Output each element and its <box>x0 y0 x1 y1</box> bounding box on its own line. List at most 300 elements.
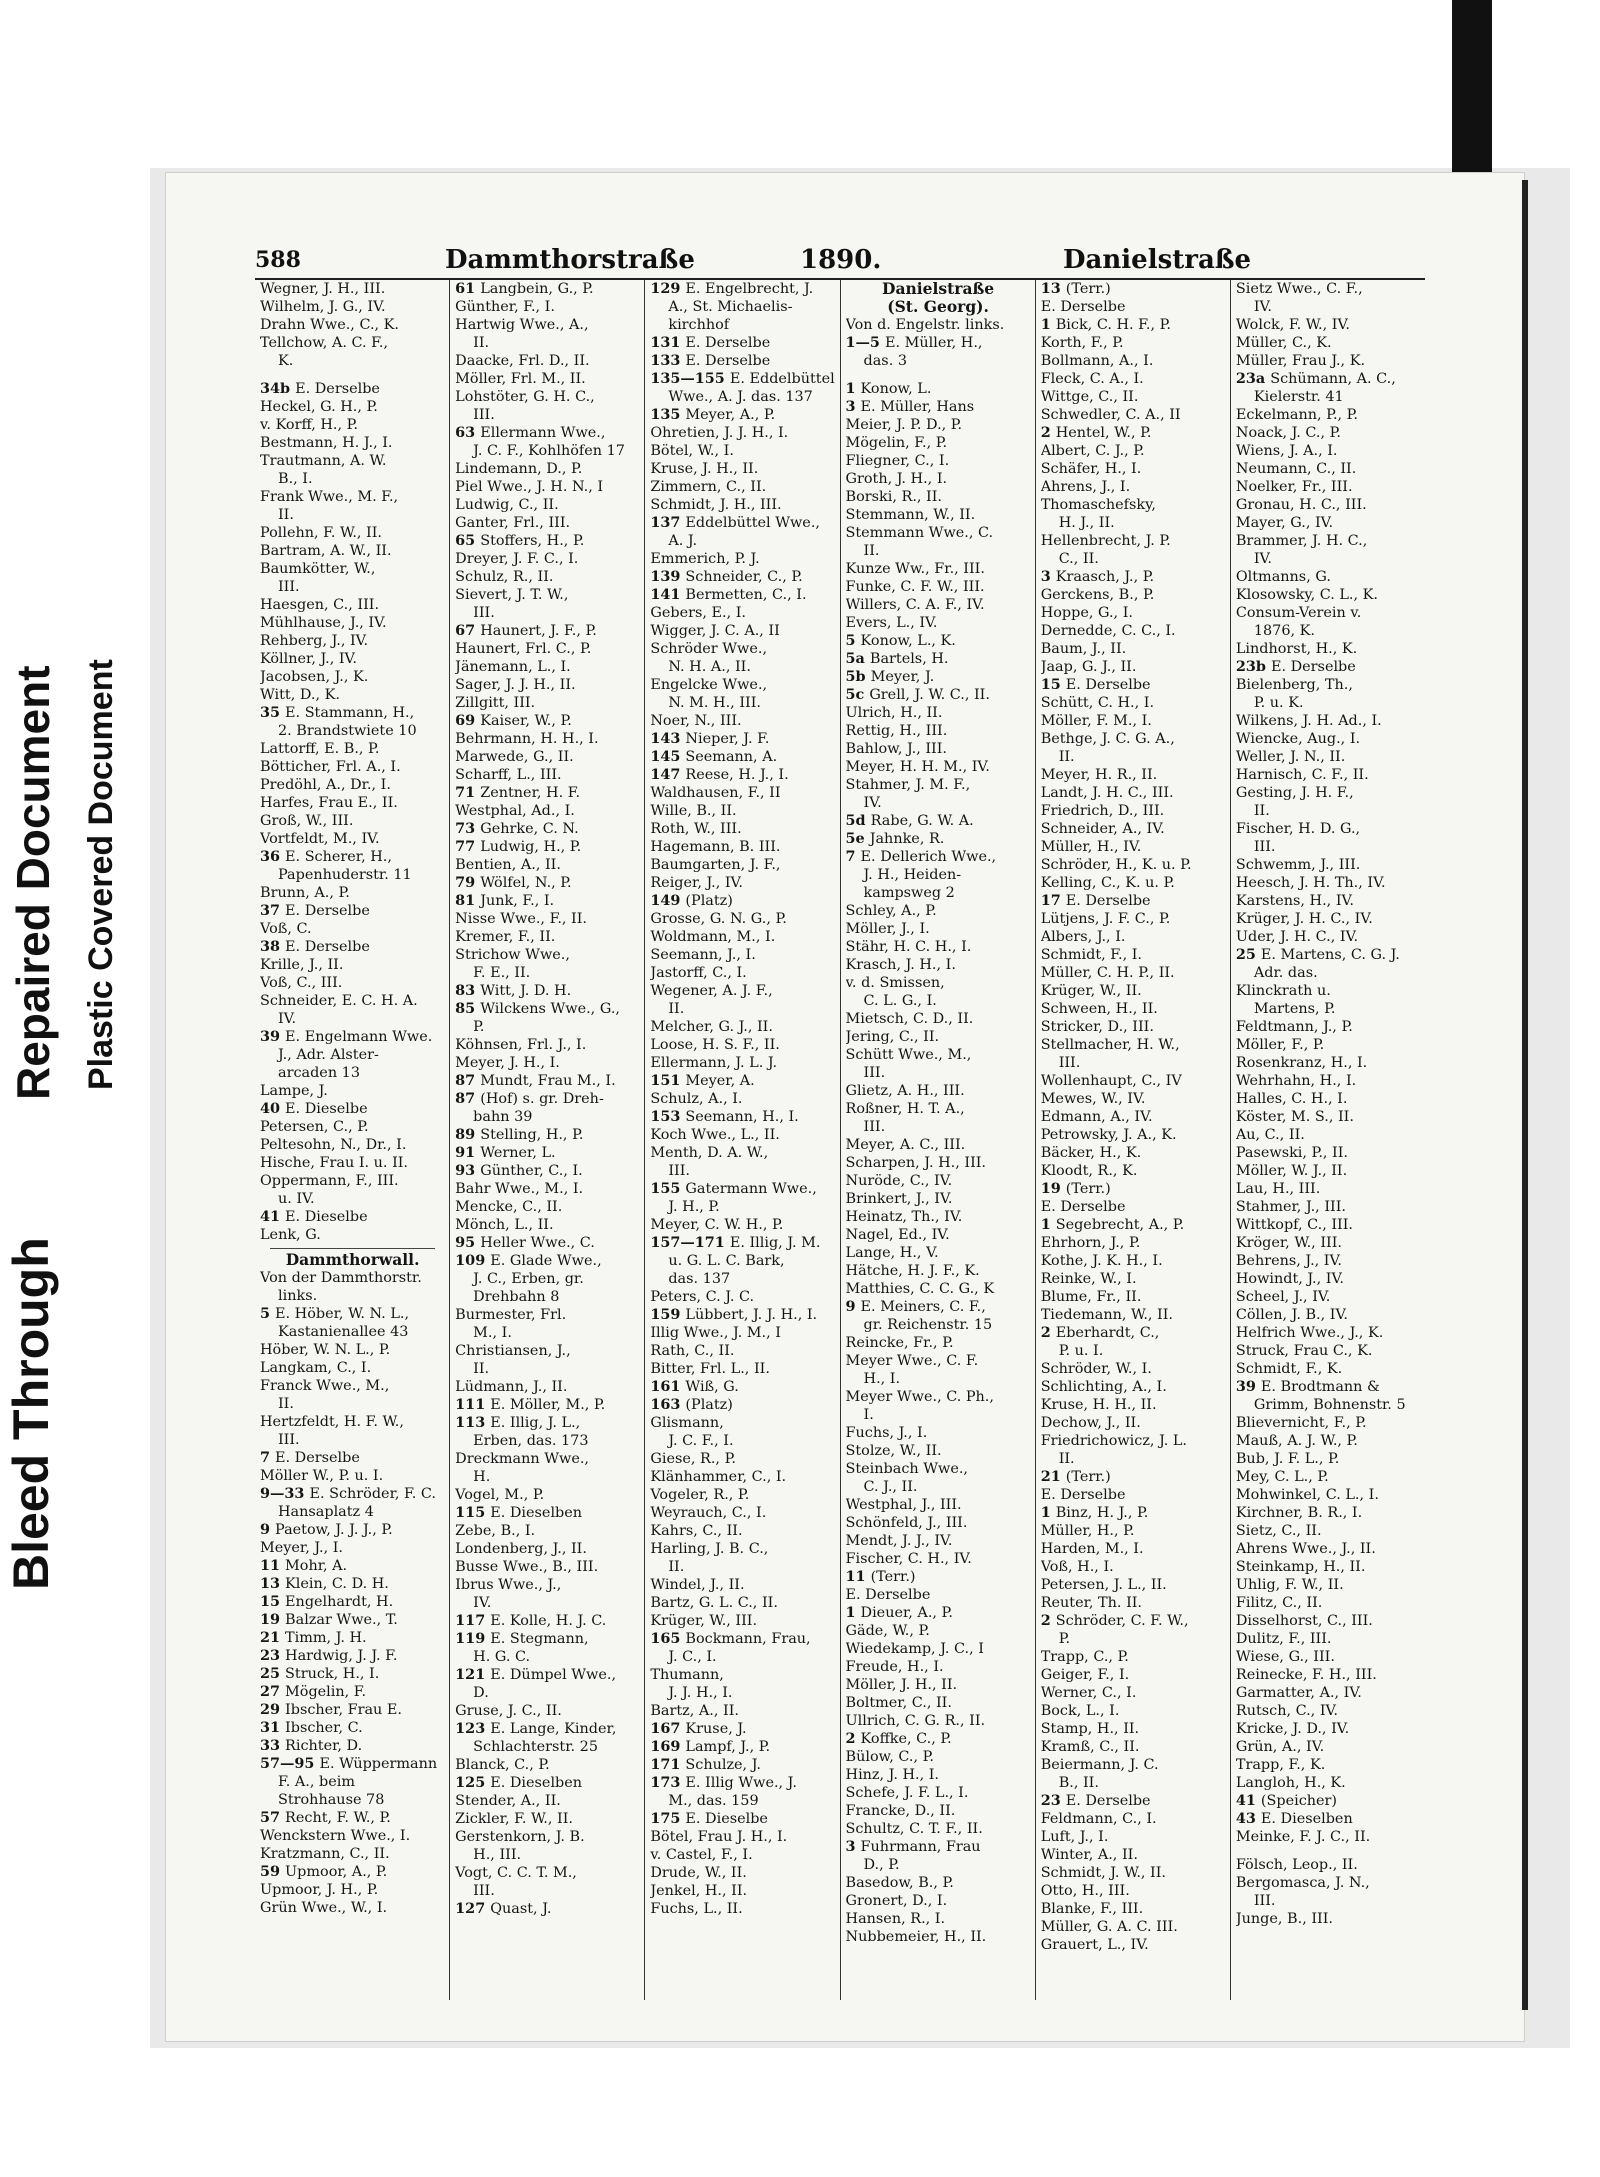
directory-entry <box>1236 1090 1421 1108</box>
resident-text: u. IV. <box>278 1191 315 1207</box>
directory-entry <box>1041 712 1226 730</box>
resident-text: Seemann, A. <box>685 749 778 765</box>
house-number: 33 <box>260 1737 286 1754</box>
directory-entry <box>260 352 445 370</box>
directory-entry <box>455 1612 640 1630</box>
directory-entry <box>455 1000 640 1018</box>
resident-text: Franck Wwe., M., <box>260 1378 390 1394</box>
directory-entry <box>1236 1486 1421 1504</box>
house-number: 1 <box>1040 1504 1056 1521</box>
resident-text: III. <box>1253 1893 1276 1909</box>
resident-text: Ahrens, J., I. <box>1040 479 1131 495</box>
directory-entry <box>1041 1846 1226 1864</box>
directory-entry <box>455 1396 640 1414</box>
house-number: 85 <box>455 1000 481 1017</box>
resident-text: Grauert, L., IV. <box>1040 1937 1149 1953</box>
directory-entry <box>455 298 640 316</box>
resident-text: N. M. H., III. <box>668 695 761 711</box>
house-number: 40 <box>260 1100 286 1117</box>
directory-entry <box>1041 352 1226 370</box>
resident-text: III. <box>278 1432 300 1448</box>
directory-entry <box>1236 820 1421 838</box>
directory-entry <box>1236 1018 1421 1036</box>
directory-entry <box>650 820 835 838</box>
directory-entry <box>1041 1558 1226 1576</box>
resident-text: Brinkert, J., IV. <box>845 1191 953 1207</box>
resident-text: H. <box>473 1469 491 1485</box>
directory-entry <box>650 910 835 928</box>
directory-entry <box>1236 1856 1421 1874</box>
house-number: 23b <box>1235 658 1271 675</box>
resident-text: Bergomasca, J. N., <box>1235 1875 1370 1891</box>
resident-text: Fuhrmann, Frau <box>860 1839 981 1855</box>
resident-text: Harling, J. B. C., <box>650 1541 769 1557</box>
resident-text: 1876, K. <box>1253 623 1315 639</box>
spacer <box>846 370 1031 380</box>
resident-text: Schmidt, F., K. <box>1235 1361 1343 1377</box>
resident-text: Bartz, G. L. C., II. <box>650 1595 778 1611</box>
house-number: 13 <box>1040 280 1066 297</box>
directory-entry <box>1236 928 1421 946</box>
resident-text: Günther, C., I. <box>480 1163 583 1179</box>
column-5 <box>1035 280 1230 2000</box>
resident-text: Krüger, J. H. C., IV. <box>1235 911 1373 927</box>
directory-entry <box>650 1018 835 1036</box>
resident-text: Glietz, A. H., III. <box>845 1083 965 1099</box>
house-number: 5 <box>845 632 861 649</box>
directory-entry <box>1041 1594 1226 1612</box>
resident-text: Ehrhorn, J., P. <box>1040 1235 1141 1251</box>
resident-text: Dreckmann Wwe., <box>455 1451 589 1467</box>
resident-text: Kricke, J. D., IV. <box>1235 1721 1350 1737</box>
resident-text: Schröder, W., I. <box>1040 1361 1152 1377</box>
directory-entry <box>1041 442 1226 460</box>
resident-text: Quast, J. <box>490 1901 552 1917</box>
resident-text: Trautmann, A. W. <box>260 453 387 469</box>
directory-entry <box>260 298 445 316</box>
resident-text: A. J. <box>668 533 698 549</box>
directory-entry <box>1041 946 1226 964</box>
resident-text: Bötel, Frau J. H., I. <box>650 1829 788 1845</box>
resident-text: E. Stammann, H., <box>285 705 415 721</box>
directory-entry <box>1041 820 1226 838</box>
resident-text: Langkam, C., I. <box>260 1360 372 1376</box>
resident-text: J. C., I. <box>668 1649 717 1665</box>
directory-entry <box>260 1395 445 1413</box>
resident-text: Reincke, Fr., P. <box>845 1335 954 1351</box>
resident-text: Klänhammer, C., I. <box>650 1469 787 1485</box>
resident-text: Mögelin, F. <box>285 1684 367 1700</box>
directory-entry <box>455 388 640 406</box>
directory-entry <box>455 1306 640 1324</box>
directory-entry <box>260 1773 445 1791</box>
directory-entry <box>455 1558 640 1576</box>
house-number: 3 <box>845 398 861 415</box>
resident-text: Kahrs, C., II. <box>650 1523 743 1539</box>
resident-text: Mundt, Frau M., I. <box>480 1073 616 1089</box>
resident-text: Mohr, A. <box>285 1558 348 1574</box>
resident-text: Lattorff, E. B., P. <box>260 741 380 757</box>
resident-text: Waldhausen, F., II <box>650 785 781 801</box>
resident-text: Schmidt, F., I. <box>1040 947 1142 963</box>
directory-entry <box>1236 1144 1421 1162</box>
house-number: 19 <box>1040 1180 1066 1197</box>
resident-text: III. <box>473 407 495 423</box>
resident-text: Vogel, M., P. <box>455 1487 545 1503</box>
house-number: 113 <box>455 1414 491 1431</box>
directory-entry <box>650 766 835 784</box>
resident-text: D., P. <box>863 1857 900 1873</box>
directory-entry <box>846 1298 1031 1316</box>
directory-entry <box>1041 1414 1226 1432</box>
directory-entry <box>260 1082 445 1100</box>
house-number: 93 <box>455 1162 481 1179</box>
directory-entry <box>846 632 1031 650</box>
directory-entry <box>455 550 640 568</box>
resident-text: Timm, J. H. <box>285 1630 367 1646</box>
house-number: 135 <box>650 406 686 423</box>
directory-entry <box>1041 280 1226 298</box>
resident-text: E. Dieselbe <box>285 1209 368 1225</box>
resident-text: Burmester, Frl. <box>455 1307 567 1323</box>
resident-text: IV. <box>1253 551 1272 567</box>
resident-text: Schlachterstr. 25 <box>473 1739 598 1755</box>
directory-entry <box>1236 1126 1421 1144</box>
directory-entry <box>650 1450 835 1468</box>
directory-entry <box>846 1622 1031 1640</box>
resident-text: Ibscher, Frau E. <box>285 1702 402 1718</box>
directory-entry <box>846 1838 1031 1856</box>
directory-entry <box>455 496 640 514</box>
resident-text: Meyer, H. R., II. <box>1040 767 1158 783</box>
resident-text: Wilkens, J. H. Ad., I. <box>1235 713 1382 729</box>
resident-text: Funke, C. F. W., III. <box>845 579 985 595</box>
resident-text: Zimmern, C., II. <box>650 479 767 495</box>
resident-text: Londenberg, J., II. <box>455 1541 587 1557</box>
directory-entry <box>1041 1684 1226 1702</box>
directory-entry <box>455 280 640 298</box>
directory-entry <box>455 910 640 928</box>
resident-text: Recht, F. W., P. <box>285 1810 391 1826</box>
resident-text: Dechow, J., II. <box>1040 1415 1141 1431</box>
directory-entry <box>650 532 835 550</box>
resident-text: Winter, A., II. <box>1040 1847 1138 1863</box>
house-number: 19 <box>260 1611 286 1628</box>
directory-entry <box>1041 1252 1226 1270</box>
house-number: 117 <box>455 1612 491 1629</box>
house-number: 2 <box>1040 1324 1056 1341</box>
directory-entry <box>260 1701 445 1719</box>
house-number: 7 <box>260 1449 276 1466</box>
resident-text: bahn 39 <box>473 1109 533 1125</box>
directory-entry <box>260 1377 445 1395</box>
house-number: 155 <box>650 1180 686 1197</box>
directory-entry <box>260 1100 445 1118</box>
resident-text: Kielerstr. 41 <box>1253 389 1344 405</box>
resident-text: Borski, R., II. <box>845 489 942 505</box>
directory-entry <box>1041 1108 1226 1126</box>
resident-text: E. Derselbe <box>275 1450 360 1466</box>
directory-entry <box>1041 1324 1226 1342</box>
directory-entry <box>650 1684 835 1702</box>
resident-text: E. Derselbe <box>845 1587 931 1603</box>
resident-text: Otto, H., III. <box>1040 1883 1130 1899</box>
directory-entry <box>1041 1486 1226 1504</box>
house-number: 149 <box>650 892 686 909</box>
directory-entry <box>846 974 1031 992</box>
directory-entry <box>1236 1702 1421 1720</box>
resident-text: Frank Wwe., M. F., <box>260 489 399 505</box>
resident-text: Heinatz, Th., IV. <box>845 1209 963 1225</box>
house-number: 41 <box>1235 1792 1261 1809</box>
resident-text: IV. <box>863 795 882 811</box>
left-street-title: Dammthorstraße <box>445 245 695 275</box>
resident-text: Grimm, Bohnenstr. 5 <box>1253 1397 1406 1413</box>
resident-text: Sievert, J. T. W., <box>455 587 569 603</box>
directory-entry <box>650 892 835 910</box>
directory-entry <box>1041 1270 1226 1288</box>
directory-entry <box>650 1306 835 1324</box>
directory-entry <box>455 514 640 532</box>
house-number: 9 <box>260 1521 276 1538</box>
resident-text: Müller, Frau J., K. <box>1235 353 1366 369</box>
directory-entry <box>455 748 640 766</box>
resident-text: II. <box>278 1396 294 1412</box>
house-number: 161 <box>650 1378 686 1395</box>
directory-entry <box>650 1630 835 1648</box>
resident-text: Klosowsky, C. L., K. <box>1235 587 1378 603</box>
directory-entry <box>1236 550 1421 568</box>
directory-entry <box>260 1305 445 1323</box>
house-number: 115 <box>455 1504 491 1521</box>
house-number: 41 <box>260 1208 286 1225</box>
resident-text: Bülow, C., P. <box>845 1749 934 1765</box>
directory-entry <box>1236 1522 1421 1540</box>
directory-entry <box>650 694 835 712</box>
directory-entry <box>260 740 445 758</box>
directory-entry <box>1236 424 1421 442</box>
directory-entry <box>260 1755 445 1773</box>
resident-text: Schütt Wwe., M., <box>845 1047 972 1063</box>
directory-entry <box>650 1702 835 1720</box>
house-number: 9 <box>845 1298 861 1315</box>
house-number: 2 <box>1040 424 1056 441</box>
resident-text: Struck, H., I. <box>285 1666 380 1682</box>
resident-text: Meyer Wwe., C. Ph., <box>845 1389 994 1405</box>
resident-text: E. Derselbe <box>1040 1487 1126 1503</box>
directory-entry <box>1236 1450 1421 1468</box>
resident-text: links. <box>278 1288 318 1304</box>
directory-entry <box>650 370 835 388</box>
resident-text: E. Illig, J. L., <box>490 1415 581 1431</box>
resident-text: B., II. <box>1058 1775 1099 1791</box>
directory-entry <box>650 1000 835 1018</box>
directory-entry <box>650 406 835 424</box>
directory-entry <box>1236 1468 1421 1486</box>
directory-entry <box>650 1072 835 1090</box>
directory-entry <box>455 478 640 496</box>
resident-text: Rutsch, C., IV. <box>1235 1703 1338 1719</box>
resident-text: Brammer, J. H. C., <box>1235 533 1368 549</box>
column-1 <box>255 280 449 2000</box>
resident-text: Martens, P. <box>1253 1001 1336 1017</box>
resident-text: Bitter, Frl. L., II. <box>650 1361 770 1377</box>
resident-text: J. C. F., Kohlhöfen 17 <box>473 443 625 459</box>
resident-text: Petersen, J. L., II. <box>1040 1577 1167 1593</box>
resident-text: Hische, Frau I. u. II. <box>260 1155 409 1171</box>
directory-entry <box>455 1666 640 1684</box>
directory-entry <box>455 1828 640 1846</box>
directory-entry <box>1236 496 1421 514</box>
resident-text: Wiß, G. <box>685 1379 739 1395</box>
directory-entry <box>1236 1576 1421 1594</box>
house-number: 5a <box>845 650 870 667</box>
directory-entry <box>1041 550 1226 568</box>
house-number: 5e <box>845 830 870 847</box>
directory-entry <box>846 1748 1031 1766</box>
resident-text: Peltesohn, N., Dr., I. <box>260 1137 407 1153</box>
directory-entry <box>260 956 445 974</box>
directory-entry <box>260 974 445 992</box>
directory-entry <box>455 1198 640 1216</box>
directory-entry <box>455 892 640 910</box>
directory-entry <box>846 1892 1031 1910</box>
directory-entry <box>260 830 445 848</box>
directory-entry <box>846 1334 1031 1352</box>
directory-entry <box>455 766 640 784</box>
directory-entry <box>455 1234 640 1252</box>
resident-text: E. Lange, Kinder, <box>490 1721 617 1737</box>
resident-text: III. <box>668 1163 690 1179</box>
resident-text: J. H., P. <box>668 1199 720 1215</box>
directory-entry <box>650 1036 835 1054</box>
directory-entry <box>846 1424 1031 1442</box>
resident-text: Willers, C. A. F., IV. <box>845 597 985 613</box>
resident-text: Möller, J. H., II. <box>845 1677 958 1693</box>
directory-entry <box>1041 316 1226 334</box>
directory-entry <box>1236 1324 1421 1342</box>
resident-text: Wollenhaupt, C., IV <box>1040 1073 1182 1089</box>
directory-entry <box>1236 1810 1421 1828</box>
resident-text: Papenhuderstr. 11 <box>278 867 412 883</box>
resident-text: Krüger, W., III. <box>650 1613 758 1629</box>
directory-entry <box>650 604 835 622</box>
resident-text: Hardwig, J. J. F. <box>285 1648 398 1664</box>
directory-entry <box>1041 1900 1226 1918</box>
directory-entry <box>455 1072 640 1090</box>
directory-entry <box>1236 838 1421 856</box>
directory-entry <box>1041 874 1226 892</box>
resident-text: Stemmann, W., II. <box>845 507 976 523</box>
resident-text: E. Stegmann, <box>490 1631 589 1647</box>
resident-text: Ludwig, H., P. <box>480 839 582 855</box>
directory-entry <box>1236 604 1421 622</box>
house-number: 157—171 <box>650 1234 730 1251</box>
resident-text: E. Schröder, F. C. <box>309 1486 436 1502</box>
house-number: 1 <box>1040 1216 1056 1233</box>
directory-entry <box>1041 1216 1226 1234</box>
directory-entry <box>260 920 445 938</box>
directory-entry <box>1041 1000 1226 1018</box>
resident-text: E. Dieselben <box>490 1775 583 1791</box>
directory-entry <box>1236 964 1421 982</box>
directory-entry <box>650 478 835 496</box>
house-number: 91 <box>455 1144 481 1161</box>
resident-text: Feldtmann, J., P. <box>1235 1019 1353 1035</box>
resident-text: III. <box>863 1065 886 1081</box>
resident-text: Roth, W., III. <box>650 821 742 837</box>
resident-text: Lindemann, D., P. <box>455 461 583 477</box>
resident-text: Voß, H., I. <box>1040 1559 1114 1575</box>
label-bleed-through: Bleed Through <box>3 1237 59 1590</box>
directory-entry <box>650 640 835 658</box>
directory-entry <box>455 1738 640 1756</box>
resident-text: E. Glade Wwe., <box>490 1253 602 1269</box>
directory-entry <box>650 388 835 406</box>
directory-entry <box>260 1413 445 1431</box>
directory-entry <box>846 1694 1031 1712</box>
resident-text: Fliegner, C., I. <box>845 453 950 469</box>
directory-entry <box>846 866 1031 884</box>
house-number: 23 <box>260 1647 286 1664</box>
house-number: 1 <box>1040 316 1056 333</box>
directory-entry <box>455 856 640 874</box>
house-number: 153 <box>650 1108 686 1125</box>
resident-text: Bock, L., I. <box>1040 1703 1120 1719</box>
directory-entry <box>260 578 445 596</box>
resident-text: Meyer, J. H., I. <box>455 1055 560 1071</box>
resident-text: Gerstenkorn, J. B. <box>455 1829 585 1845</box>
directory-entry <box>650 298 835 316</box>
resident-text: Bahlow, J., III. <box>845 741 947 757</box>
resident-text: Mewes, W., IV. <box>1040 1091 1146 1107</box>
resident-text: C. J., II. <box>863 1479 918 1495</box>
resident-text: v. d. Smissen, <box>845 975 945 991</box>
section-rule <box>270 1248 435 1249</box>
resident-text: Wittge, C., II. <box>1040 389 1139 405</box>
house-number: 159 <box>650 1306 686 1323</box>
directory-entry <box>1236 568 1421 586</box>
resident-text: Feldmann, C., I. <box>1040 1811 1157 1827</box>
resident-text: Strichow Wwe., <box>455 947 570 963</box>
directory-entry <box>1236 1594 1421 1612</box>
resident-text: Wittkopf, C., III. <box>1235 1217 1353 1233</box>
directory-entry <box>1236 856 1421 874</box>
directory-entry <box>455 964 640 982</box>
resident-text: Zebe, B., I. <box>455 1523 536 1539</box>
resident-text: Halles, C. H., I. <box>1235 1091 1348 1107</box>
directory-entry <box>1236 586 1421 604</box>
directory-entry <box>846 758 1031 776</box>
side-labels <box>0 300 120 1590</box>
resident-text: Bick, C. H. F., P. <box>1055 317 1171 333</box>
resident-text: N. H. A., II. <box>668 659 751 675</box>
resident-text: Ellermann, J. L. J. <box>650 1055 778 1071</box>
directory-entry <box>1236 1180 1421 1198</box>
directory-entry <box>1041 730 1226 748</box>
directory-entry <box>650 514 835 532</box>
resident-text: Meyer, J., I. <box>260 1540 343 1556</box>
house-number: 59 <box>260 1863 286 1880</box>
resident-text: Gebers, E., I. <box>650 605 746 621</box>
directory-entry <box>455 1630 640 1648</box>
resident-text: Stellmacher, H. W., <box>1040 1037 1180 1053</box>
directory-entry <box>455 730 640 748</box>
resident-text: Krüger, W., II. <box>1040 983 1142 999</box>
directory-entry <box>846 938 1031 956</box>
directory-entry <box>650 1108 835 1126</box>
directory-entry <box>1041 460 1226 478</box>
